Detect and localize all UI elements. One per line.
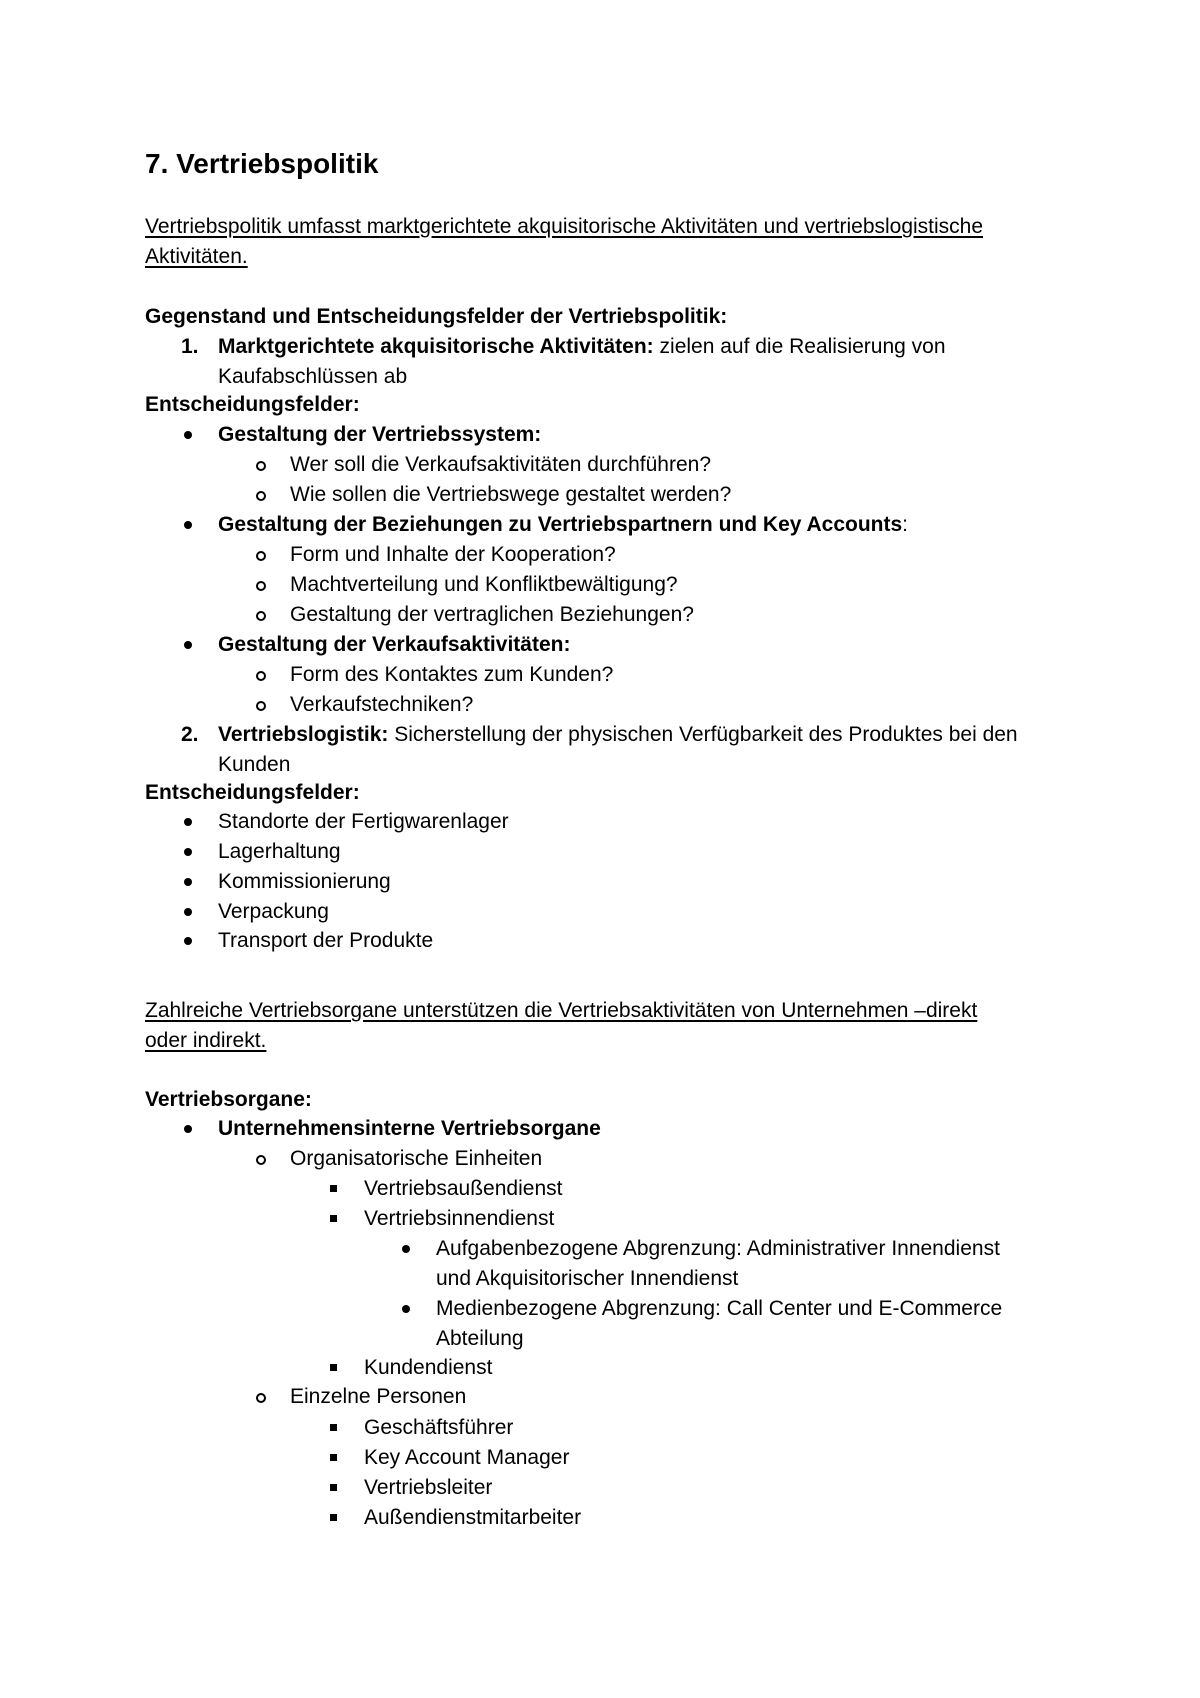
bullet-square-icon xyxy=(330,1424,337,1431)
bullet-circle-icon xyxy=(256,611,266,621)
bullet-square-icon xyxy=(330,1484,337,1491)
field-service: Vertriebsaußendienst xyxy=(364,1177,563,1200)
group-2-label: Gestaltung der Beziehungen zu Vertriebspartnern und Key Accounts xyxy=(218,513,903,536)
group-2-label-line xyxy=(218,510,908,540)
statement-line-2: oder indirekt. xyxy=(145,1029,267,1052)
bullet-circle-icon xyxy=(256,701,266,711)
logistics-field-2: Lagerhaltung xyxy=(218,840,341,863)
page-title: 7. Vertriebspolitik xyxy=(145,148,379,179)
bullet-dot-icon xyxy=(184,848,192,856)
bullet-dot-icon xyxy=(184,521,192,529)
bullet-dot-icon xyxy=(402,1305,410,1313)
item-2-rest: Sicherstellung der physischen Verfügbarkeit des Produktes bei den xyxy=(388,723,1018,746)
bullet-dot-icon xyxy=(184,878,192,886)
group-2-sub-1: Form und Inhalte der Kooperation? xyxy=(290,543,616,566)
person-1: Geschäftsführer xyxy=(364,1416,514,1439)
item-2-bold: Vertriebslogistik: xyxy=(218,723,389,746)
inside-sub-2-line-2: Abteilung xyxy=(436,1327,524,1350)
statement-line-1: Zahlreiche Vertriebsorgane unterstützen die Vertriebsaktivitäten von Unternehmen –direkt xyxy=(145,999,978,1022)
bullet-dot-icon xyxy=(402,1245,410,1253)
inside-service: Vertriebsinnendienst xyxy=(364,1207,555,1230)
group-1-sub-1: Wer soll die Verkaufsaktivitäten durchführen? xyxy=(290,453,712,476)
item-1-text xyxy=(218,332,946,362)
logistics-field-3: Kommissionierung xyxy=(218,870,391,893)
inside-sub-2-line-1: Medienbezogene Abgrenzung: Call Center und E-Commerce xyxy=(436,1297,1003,1320)
bullet-square-icon xyxy=(330,1185,337,1192)
intro-line-2: Aktivitäten. xyxy=(145,245,248,268)
bullet-dot-icon xyxy=(184,431,192,439)
bullet-dot-icon xyxy=(184,1125,192,1133)
bullet-dot-icon xyxy=(184,641,192,649)
item-2-cont: Kunden xyxy=(218,753,291,776)
bullet-square-icon xyxy=(330,1454,337,1461)
item-1-number: 1. xyxy=(181,335,199,358)
bullet-circle-icon xyxy=(256,491,266,501)
group-3-sub-1: Form des Kontaktes zum Kunden? xyxy=(290,663,614,686)
fields-heading-1: Entscheidungsfelder: xyxy=(145,393,360,416)
inside-sub-1-line-2: und Akquisitorischer Innendienst xyxy=(436,1267,739,1290)
item-2-text xyxy=(218,720,1018,750)
bullet-circle-icon xyxy=(256,1155,266,1165)
person-3: Vertriebsleiter xyxy=(364,1476,493,1499)
group-2-sub-3: Gestaltung der vertraglichen Beziehungen? xyxy=(290,603,694,626)
internal-organs: Unternehmensinterne Vertriebsorgane xyxy=(218,1117,601,1140)
item-1-rest: zielen auf die Realisierung von xyxy=(653,335,946,358)
org-units: Organisatorische Einheiten xyxy=(290,1147,543,1170)
group-3-sub-2: Verkaufstechniken? xyxy=(290,693,474,716)
group-1-sub-2: Wie sollen die Vertriebswege gestaltet werden? xyxy=(290,483,732,506)
bullet-dot-icon xyxy=(184,908,192,916)
bullet-dot-icon xyxy=(184,937,192,945)
bullet-square-icon xyxy=(330,1514,337,1521)
item-1-cont: Kaufabschlüssen ab xyxy=(218,365,408,388)
group-2-sub-2: Machtverteilung und Konfliktbewältigung? xyxy=(290,573,678,596)
bullet-dot-icon xyxy=(184,818,192,826)
bullet-circle-icon xyxy=(256,671,266,681)
bullet-square-icon xyxy=(330,1364,337,1371)
bullet-circle-icon xyxy=(256,551,266,561)
person-2: Key Account Manager xyxy=(364,1446,570,1469)
item-1-bold: Marktgerichtete akquisitorische Aktivitäten: xyxy=(218,335,654,358)
bullet-circle-icon xyxy=(256,461,266,471)
customer-service: Kundendienst xyxy=(364,1356,493,1379)
item-2-number: 2. xyxy=(181,723,199,746)
bullet-circle-icon xyxy=(256,1393,266,1403)
section-heading: Gegenstand und Entscheidungsfelder der Vertriebspolitik: xyxy=(145,305,728,328)
person-4: Außendienstmitarbeiter xyxy=(364,1506,582,1529)
group-3-label: Gestaltung der Verkaufsaktivitäten: xyxy=(218,633,571,656)
bullet-square-icon xyxy=(330,1215,337,1222)
logistics-field-5: Transport der Produkte xyxy=(218,929,434,952)
logistics-field-1: Standorte der Fertigwarenlager xyxy=(218,810,509,833)
fields-heading-2: Entscheidungsfelder: xyxy=(145,781,360,804)
group-1-label: Gestaltung der Vertriebssystem: xyxy=(218,423,542,446)
intro-line-1: Vertriebspolitik umfasst marktgerichtete akquisitorische Aktivitäten und vertriebslogistische xyxy=(145,215,984,238)
organs-heading: Vertriebsorgane: xyxy=(145,1088,312,1111)
group-2-label-suffix: : xyxy=(902,513,909,536)
bullet-circle-icon xyxy=(256,581,266,591)
inside-sub-1-line-1: Aufgabenbezogene Abgrenzung: Administrativer Innendienst xyxy=(436,1237,1000,1260)
individuals: Einzelne Personen xyxy=(290,1385,467,1408)
logistics-field-4: Verpackung xyxy=(218,900,329,923)
